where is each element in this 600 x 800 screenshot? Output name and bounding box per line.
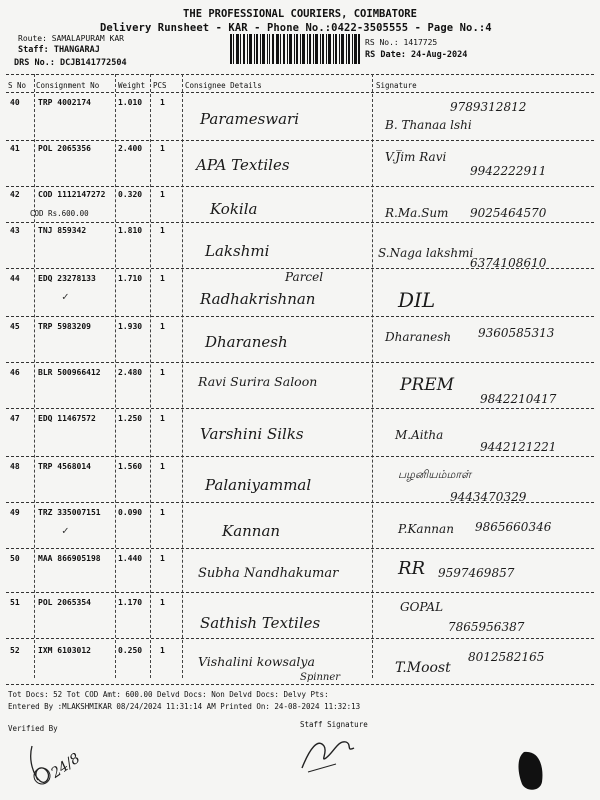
row-sno: 42 (10, 190, 20, 199)
row-phone: 9360585313 (478, 326, 555, 340)
row-pcs: 1 (160, 322, 165, 331)
row-phone: 9942222911 (470, 164, 547, 178)
row-divider (6, 638, 594, 639)
row-phone: 8012582165 (468, 650, 545, 664)
row-phone: 9442121221 (480, 440, 557, 454)
verified-by-label: Verified By (8, 724, 58, 733)
row-consignment-no: TRP 5983209 (38, 322, 91, 331)
row-consignee: Kokila (210, 200, 258, 218)
row-signature: பழனியம்மாள் (398, 468, 472, 481)
row-weight: 0.320 (118, 190, 143, 199)
staff-label: Staff: THANGARAJ (18, 45, 100, 55)
row-consignment-no: IXM 6103012 (38, 646, 91, 655)
column-divider (115, 74, 116, 678)
row-weight: 1.250 (118, 414, 143, 423)
row-signature: M.Aitha (395, 428, 444, 442)
row-consignee: Varshini Silks (200, 425, 304, 443)
table-top-rule (6, 74, 594, 75)
row-consignment-no: POL 2065356 (38, 144, 91, 153)
rs-date: RS Date: 24-Aug-2024 (365, 50, 468, 60)
column-divider (182, 74, 183, 678)
row-weight: 1.810 (118, 226, 143, 235)
col-header-weight: Weight (118, 81, 146, 90)
row-pcs: 1 (160, 190, 165, 199)
row-consignee: Dharanesh (205, 333, 288, 351)
row-pcs: 1 (160, 598, 165, 607)
row-consignee: Radhakrishnan (200, 290, 316, 308)
row-signature: R.Ma.Sum (385, 206, 449, 220)
row-cod-amount: COD Rs.600.00 (30, 209, 89, 218)
row-phone: 9597469857 (438, 566, 515, 580)
row-sno: 43 (10, 226, 20, 235)
row-consignee: Kannan (222, 522, 281, 540)
entered-by-line: Entered By :MLAKSHMIKAR 08/24/2024 11:31:14 AM Printed On: 24-08-2024 11:32:13 (8, 702, 361, 711)
row-consignment-no: BLR 500966412 (38, 368, 101, 377)
row-sno: 51 (10, 598, 20, 607)
row-phone: 9789312812 (450, 100, 527, 114)
row-pcs: 1 (160, 144, 165, 153)
row-weight: 1.170 (118, 598, 143, 607)
drs-number: DRS No.: DCJB141772504 (14, 58, 127, 68)
row-signature: P.Kannan (398, 522, 454, 536)
row-consignee: Vishalini kowsalya (198, 654, 315, 669)
barcode-image (230, 34, 360, 64)
row-phone: 9865660346 (475, 520, 552, 534)
row-divider (6, 548, 594, 549)
col-header-pcs: PCS (153, 81, 167, 90)
table-bottom-rule (6, 684, 594, 685)
row-consignment-no: COD 1112147272 (38, 190, 106, 199)
row-divider (6, 362, 594, 363)
row-divider (6, 140, 594, 141)
row-divider (6, 222, 594, 223)
row-divider (6, 268, 594, 269)
row-weight: 2.480 (118, 368, 143, 377)
row-consignee-note: Parcel (285, 270, 324, 284)
row-phone: 7865956387 (448, 620, 525, 634)
row-weight: 1.930 (118, 322, 143, 331)
row-consignment-no: EDQ 11467572 (38, 414, 96, 423)
row-signature: GOPAL (400, 600, 444, 614)
row-divider (6, 408, 594, 409)
totals-line: Tot Docs: 52 Tot COD Amt: 600.00 Delvd Docs: Non Delvd Docs: Delvy Pts: (8, 690, 329, 699)
column-divider (150, 74, 151, 678)
col-header-consignee: Consignee Details (185, 81, 262, 90)
row-consignment-no: TRZ 335007151 (38, 508, 101, 517)
row-sno: 41 (10, 144, 20, 153)
row-signature: PREM (400, 375, 455, 395)
row-sno: 47 (10, 414, 20, 423)
col-header-sno: S No (8, 81, 27, 90)
row-sno: 50 (10, 554, 20, 563)
row-signature: Dharanesh (385, 330, 452, 344)
row-consignee: Lakshmi (205, 242, 270, 260)
rs-number: RS No.: 1417725 (365, 38, 438, 47)
row-pcs: 1 (160, 368, 165, 377)
row-consignee-note: Spinner (300, 672, 341, 683)
row-pcs: 1 (160, 508, 165, 517)
row-sno: 49 (10, 508, 20, 517)
row-consignment-no: TNJ 859342 (38, 226, 87, 235)
column-divider (372, 74, 373, 678)
row-sno: 52 (10, 646, 20, 655)
row-consignment-no: POL 2065354 (38, 598, 91, 607)
col-header-signature: Signature (376, 81, 417, 90)
row-divider (6, 456, 594, 457)
row-consignee: APA Textiles (196, 156, 290, 174)
row-weight: 1.010 (118, 98, 143, 107)
row-consignment-no: TRP 4002174 (38, 98, 91, 107)
runsheet-title: Delivery Runsheet - KAR - Phone No.:0422-3505555 - Page No.:4 (100, 22, 492, 34)
row-signature: V.J̅im Ravi (385, 150, 447, 164)
check-mark: ✓ (62, 290, 69, 303)
row-consignee: Palaniyammal (205, 476, 312, 494)
row-divider (6, 592, 594, 593)
row-weight: 1.440 (118, 554, 143, 563)
staff-signature-image (296, 728, 366, 778)
row-divider (6, 316, 594, 317)
row-weight: 0.090 (118, 508, 143, 517)
row-pcs: 1 (160, 646, 165, 655)
row-weight: 2.400 (118, 144, 143, 153)
row-consignment-no: MAA 866905198 (38, 554, 101, 563)
row-sno: 48 (10, 462, 20, 471)
row-consignment-no: EDQ 23278133 (38, 274, 96, 283)
row-phone: 9025464570 (470, 206, 547, 220)
row-pcs: 1 (160, 414, 165, 423)
row-pcs: 1 (160, 462, 165, 471)
row-divider (6, 502, 594, 503)
row-sno: 44 (10, 274, 20, 283)
row-phone: 9842210417 (480, 392, 557, 406)
row-pcs: 1 (160, 226, 165, 235)
ink-blot-mark (512, 748, 552, 793)
row-weight: 1.560 (118, 462, 143, 471)
company-name: THE PROFESSIONAL COURIERS, COIMBATORE (183, 8, 417, 20)
col-header-consignment: Consignment No (36, 81, 100, 90)
row-consignee: Sathish Textiles (200, 614, 321, 632)
row-pcs: 1 (160, 274, 165, 283)
column-divider (34, 74, 35, 678)
row-consignee: Ravi Surira Saloon (198, 374, 318, 389)
row-consignment-no: TRP 4568014 (38, 462, 91, 471)
row-divider (6, 186, 594, 187)
check-mark: ✓ (62, 524, 69, 537)
staff-signature-label: Staff Signature (300, 720, 368, 729)
row-sno: 46 (10, 368, 20, 377)
table-header-rule (6, 92, 594, 93)
row-signature: RR (398, 558, 426, 579)
row-signature: B. Thanaa lshi (385, 118, 472, 132)
verifier-date-mark: 24/8 (48, 750, 84, 782)
row-sno: 40 (10, 98, 20, 107)
row-signature: S.Naga lakshmi (378, 246, 474, 260)
row-pcs: 1 (160, 554, 165, 563)
row-weight: 1.710 (118, 274, 143, 283)
row-consignee: Subha Nandhakumar (198, 566, 339, 581)
row-weight: 0.250 (118, 646, 143, 655)
row-phone: 6374108610 (470, 256, 547, 270)
row-sno: 45 (10, 322, 20, 331)
route-label: Route: SAMALAPURAM KAR (18, 34, 124, 43)
row-phone: 9443470329 (450, 490, 527, 504)
row-signature: DIL (398, 288, 436, 312)
row-consignee: Parameswari (200, 110, 300, 128)
row-pcs: 1 (160, 98, 165, 107)
row-signature: T.Moost (395, 660, 451, 676)
